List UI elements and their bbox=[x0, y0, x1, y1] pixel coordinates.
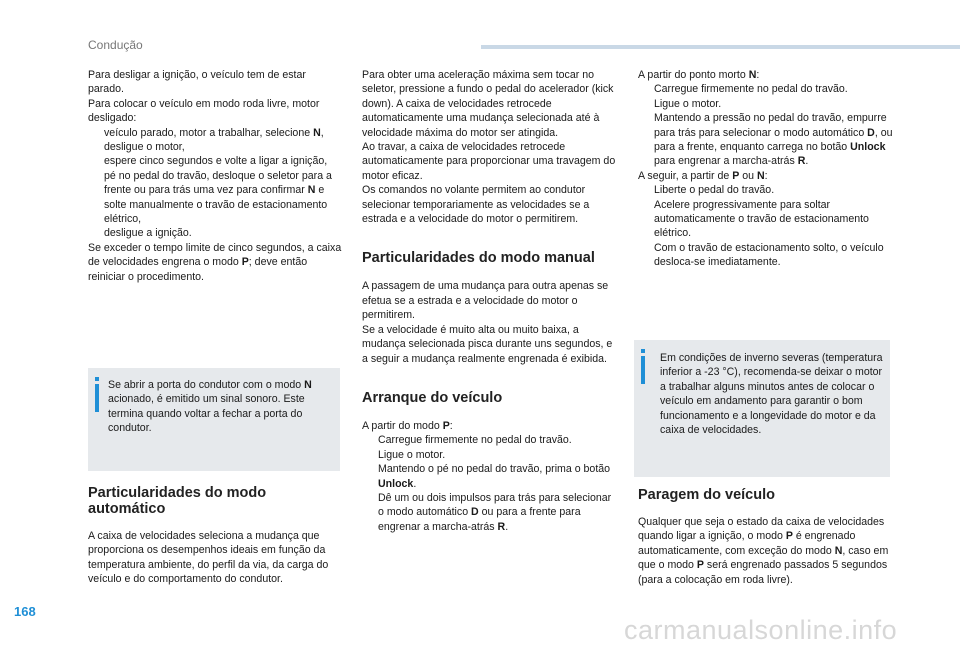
info-text: Em condições de inverno severas (temperatura inferior a -23 °C), recomenda-se deixar o motor a trabalhar alguns minutos antes de colocar o veículo em andamento para garantir o bom funcionamento e a longevidade do motor e da caixa de velocidades. bbox=[660, 352, 883, 437]
bullet-item: desligue o motor, bbox=[104, 141, 185, 154]
column-1 bbox=[88, 68, 344, 284]
bullet-item: Com o travão de estacionamento solto, o veículo desloca-se imediatamente. bbox=[654, 241, 884, 269]
watermark: carmanualsonline.info bbox=[624, 615, 898, 645]
info-icon bbox=[95, 384, 99, 412]
column-1-lower bbox=[88, 485, 344, 587]
bullet-item: desligue a ignição. bbox=[104, 227, 192, 240]
bullet-item: veículo parado, motor a trabalhar, selecione N, bbox=[104, 126, 324, 139]
section-heading: Paragem do veículo bbox=[638, 487, 775, 503]
page-number: 168 bbox=[14, 604, 36, 619]
column-3-lower bbox=[638, 487, 894, 587]
paragraph: Qualquer que seja o estado da caixa de velocidades quando ligar a ignição, o modo P é engrenado automaticamente, com exceção do modo N, caso em que o modo P será engrenado passados 5 segundos (para a colocação em roda livre). bbox=[638, 516, 889, 586]
bullet-item: espere cinco segundos e volte a ligar a ignição, bbox=[104, 155, 328, 168]
bullet-item: pé no pedal do travão, desloque o seletor para a frente ou para trás uma vez para confirmar N e solte manualmente o travão de estacionamento elétrico, bbox=[104, 169, 332, 226]
paragraph: A caixa de velocidades seleciona a mudança que proporciona os desempenhos ideais em função da temperatura ambiente, do perfil da via, da carga do veículo e do comportamento do condutor. bbox=[88, 530, 329, 586]
section-title: Condução bbox=[88, 38, 143, 52]
section-heading: Particularidades do modo automático bbox=[88, 485, 267, 517]
column-3 bbox=[638, 68, 894, 270]
paragraph: A partir do ponto morto N: bbox=[638, 69, 760, 81]
header-bar bbox=[481, 45, 960, 49]
info-box bbox=[88, 368, 340, 471]
bullet-item: Acelere progressivamente para soltar automaticamente o travão de estacionamento elétrico. bbox=[654, 198, 869, 240]
section-heading: Arranque do veículo bbox=[362, 389, 503, 406]
bullet-item: Mantendo o pé no pedal do travão, prima o botão Unlock. bbox=[378, 463, 611, 490]
paragraph: Para desligar a ignição, o veículo tem de estar parado. bbox=[88, 69, 306, 96]
bullet-item: Ligue o motor. bbox=[378, 448, 446, 461]
column-2 bbox=[362, 68, 618, 534]
paragraph: A partir do modo P: bbox=[362, 419, 453, 432]
bullet-item: Liberte o pedal do travão. bbox=[654, 184, 775, 197]
bullet-item: Carregue firmemente no pedal do travão. bbox=[378, 434, 572, 447]
paragraph: Se exceder o tempo limite de cinco segundos, a caixa de velocidades engrena o modo P; deve então reiniciar o procedimento. bbox=[88, 241, 342, 283]
info-icon bbox=[641, 356, 645, 384]
paragraph: Os comandos no volante permitem ao condutor selecionar temporariamente as velocidades se a estrada e a velocidade do motor o permitirem. bbox=[362, 184, 590, 226]
info-text: Se abrir a porta do condutor com o modo N acionado, é emitido um sinal sonoro. Este termina quando voltar a fechar a porta do condutor. bbox=[108, 379, 312, 435]
bullet-item: Carregue firmemente no pedal do travão. bbox=[654, 83, 848, 96]
bullet-item: Dê um ou dois impulsos para trás para selecionar o modo automático D ou para a frente para engrenar a marcha-atrás R. bbox=[378, 491, 612, 533]
paragraph: Para obter uma aceleração máxima sem tocar no seletor, pressione a fundo o pedal do acelerador (kick down). A caixa de velocidades retrocede automaticamente uma mudança selecionada até à velocidade máxima do motor ser atingida. bbox=[362, 69, 614, 139]
paragraph: Ao travar, a caixa de velocidades retrocede automaticamente para proporcionar uma travagem do motor eficaz. bbox=[362, 141, 616, 182]
paragraph: Se a velocidade é muito alta ou muito baixa, a mudança selecionada pisca durante uns segundos, e a seguir a mudança realmente engrenada é exibida. bbox=[362, 323, 613, 365]
bullet-item: Mantendo a pressão no pedal do travão, empurre para trás para selecionar o modo automático D, ou para a frente, enquanto carrega no botão Unlock para engrenar a marcha-atrás R. bbox=[654, 112, 893, 168]
paragraph: Para colocar o veículo em modo roda livre, motor desligado: bbox=[88, 97, 320, 125]
info-box bbox=[634, 340, 890, 477]
section-heading: Particularidades do modo manual bbox=[362, 250, 595, 267]
bullet-item: Ligue o motor. bbox=[654, 97, 722, 110]
paragraph: A passagem de uma mudança para outra apenas se efetua se a estrada e a velocidade do motor o permitirem. bbox=[362, 280, 609, 322]
paragraph: A seguir, a partir de P ou N: bbox=[638, 169, 768, 182]
